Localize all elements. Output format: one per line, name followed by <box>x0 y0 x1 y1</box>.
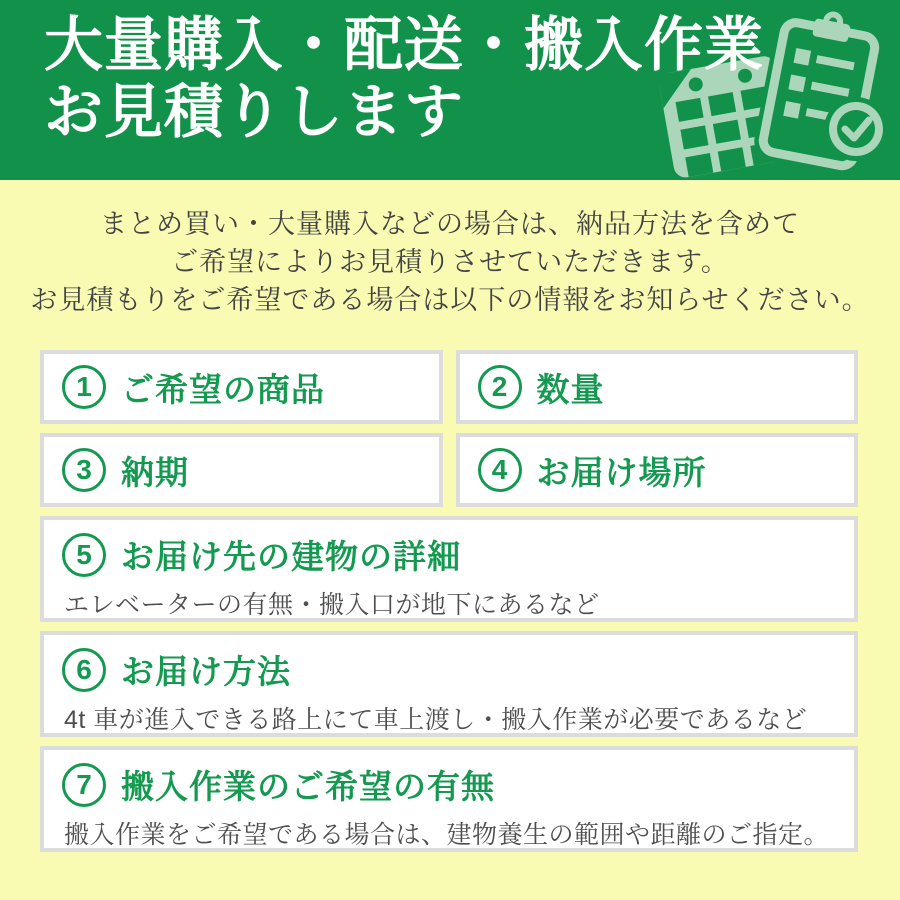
check-circle-icon <box>824 97 888 161</box>
banner-title <box>44 12 764 146</box>
item-heading <box>62 646 836 693</box>
item-description: 4t 車が進入できる路上にて車上渡し・搬入作業が必要であるなど <box>64 706 808 734</box>
item-heading <box>62 364 325 411</box>
item-title: ご希望の商品 <box>121 370 325 408</box>
intro-text <box>0 180 900 319</box>
item-number-badge: 6 <box>62 648 106 692</box>
item-heading <box>478 447 707 494</box>
banner-title-line1: 大量購入・配送・搬入作業 <box>44 12 765 78</box>
item-title: 搬入作業のご希望の有無 <box>121 768 495 805</box>
item-number-badge: 2 <box>478 365 522 409</box>
item-heading <box>62 531 836 578</box>
item-title: お届け先の建物の詳細 <box>121 538 461 575</box>
info-item-delivery-method <box>40 631 858 737</box>
item-number-badge: 1 <box>62 365 106 409</box>
item-number-badge: 5 <box>62 533 106 577</box>
info-item-quantity <box>456 350 859 424</box>
item-title: お届け場所 <box>536 453 707 491</box>
banner-title-line2: お見積りします <box>44 79 465 145</box>
item-heading <box>62 761 836 808</box>
info-item-delivery-date <box>40 433 443 507</box>
estimate-info-list <box>40 350 858 852</box>
item-heading <box>478 364 605 411</box>
intro-line-3: お見積もりをご希望である場合は以下の情報をお知らせください。 <box>30 285 870 315</box>
item-title: 数量 <box>536 370 605 408</box>
item-heading <box>62 447 189 494</box>
item-title: 納期 <box>121 453 189 491</box>
intro-line-2: ご希望によりお見積りさせていただきます。 <box>171 247 729 277</box>
info-item-delivery-place <box>456 433 859 507</box>
item-number-badge: 3 <box>62 448 106 492</box>
banner <box>0 0 900 180</box>
item-title: お届け方法 <box>121 653 291 690</box>
info-item-desired-products <box>40 350 443 424</box>
intro-line-1: まとめ買い・大量購入などの場合は、納品方法を含めて <box>100 209 800 239</box>
item-number-badge: 4 <box>478 448 522 492</box>
item-description: 搬入作業をご希望である場合は、建物養生の範囲や距離のご指定。 <box>64 821 830 849</box>
item-number-badge: 7 <box>62 763 106 807</box>
info-item-carry-in-work <box>40 746 858 852</box>
info-item-building-details <box>40 516 858 622</box>
item-description: エレベーターの有無・搬入口が地下にあるなど <box>64 591 600 619</box>
